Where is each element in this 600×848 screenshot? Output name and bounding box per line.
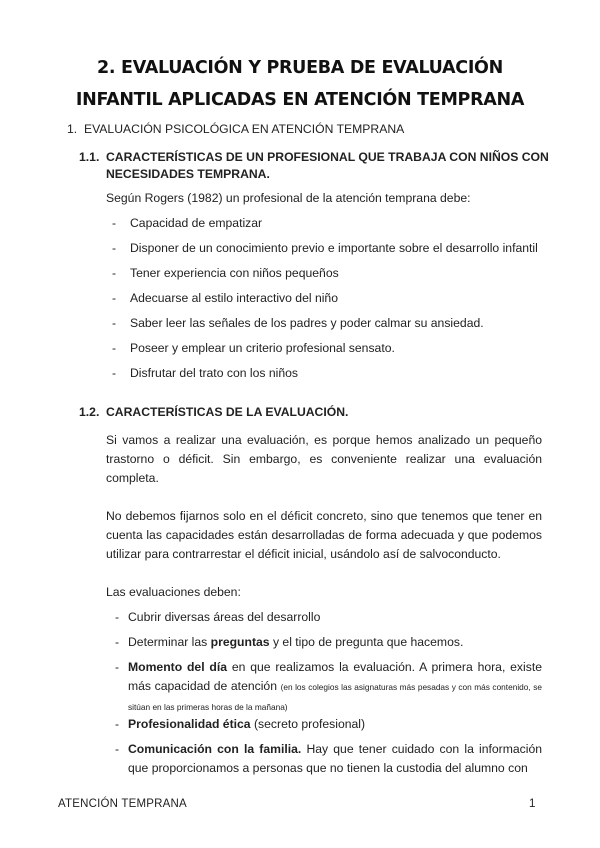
subsection-1-1-number: 1.1. xyxy=(79,150,100,164)
list-item: - Disfrutar del trato con los niños xyxy=(112,364,298,383)
page-number: 1 xyxy=(529,798,536,810)
evaluation-paragraph-2: No debemos fijarnos solo en el déficit concreto, sino que tenemos que tener en cuenta las capacidades están desarrolladas de forma adecuada y que podemos utilizar para contrarrestar el déficit inicial, usándolo así de salvoconducto. xyxy=(106,509,542,561)
list-bullet: - xyxy=(112,216,117,230)
list-item: - Determinar las preguntas y el tipo de pregunta que hacemos. xyxy=(115,633,542,652)
list-item: - Momento del día en que realizamos la evaluación. A primera hora, existe más capacidad de atención (en los colegios las asignaturas más pesadas y con más contenido, se sitúan en las primeras horas de la mañana) xyxy=(115,660,542,712)
list-bullet: - xyxy=(112,316,117,330)
document-title-line-1: 2. EVALUACIÓN Y PRUEBA DE EVALUACIÓN xyxy=(97,58,503,78)
section-1-title: EVALUACIÓN PSICOLÓGICA EN ATENCIÓN TEMPRANA xyxy=(83,122,405,136)
evaluation-paragraph-1: Si vamos a realizar una evaluación, es porque hemos analizado un pequeño trastorno o déficit. Sin embargo, es conveniente realizar una evaluación completa. xyxy=(106,433,542,485)
list-bullet: - xyxy=(115,610,120,624)
subsection-1-1-title-line-1: CARACTERÍSTICAS DE UN PROFESIONAL QUE TRABAJA CON NIÑOS CON xyxy=(106,150,549,164)
list-bullet: - xyxy=(115,717,120,731)
section-1-number: 1. xyxy=(67,122,78,136)
list-item: - Tener experiencia con niños pequeños xyxy=(112,264,339,283)
list-bullet: - xyxy=(112,291,117,305)
list-item: - Poseer y emplear un criterio profesional sensato. xyxy=(112,339,395,358)
list-item: - Profesionalidad ética (secreto profesional) xyxy=(115,715,542,734)
subsection-1-2-title: CARACTERÍSTICAS DE LA EVALUACIÓN. xyxy=(106,405,349,419)
list-bullet: - xyxy=(115,635,120,649)
footer-title: ATENCIÓN TEMPRANA xyxy=(58,798,187,810)
section-1-heading xyxy=(67,122,404,136)
subsection-1-2-number: 1.2. xyxy=(79,405,100,419)
bold-term: Momento del día xyxy=(128,660,228,674)
subsection-1-1-title-line-2: NECESIDADES TEMPRANA. xyxy=(106,167,270,181)
list-item: - Comunicación con la familia. Hay que tener cuidado con la información que proporcionamos a personas que no tienen la custodia del alumno con xyxy=(115,742,542,775)
list-bullet: - xyxy=(112,241,117,255)
list-bullet: - xyxy=(112,366,117,380)
list-bullet: - xyxy=(115,742,120,756)
bold-term: preguntas xyxy=(210,635,270,649)
small-note: (en los colegios las asignaturas más pesadas y con más contenido, se sitúan en las primeras horas de la mañana) xyxy=(128,682,542,712)
list-item: - Cubrir diversas áreas del desarrollo xyxy=(115,608,542,627)
subsection-1-1-heading xyxy=(79,149,549,183)
bold-term: Profesionalidad ética xyxy=(128,717,251,731)
list-bullet: - xyxy=(112,266,117,280)
document-title-line-2: INFANTIL APLICADAS EN ATENCIÓN TEMPRANA xyxy=(75,90,525,110)
list-item: - Adecuarse al estilo interactivo del niño xyxy=(112,289,338,308)
evaluation-list-intro: Las evaluaciones deben: xyxy=(106,585,241,599)
bold-term: Comunicación con la familia. xyxy=(128,742,302,756)
list-bullet: - xyxy=(115,660,120,674)
list-item: - Capacidad de empatizar xyxy=(112,214,262,233)
list-item: - Saber leer las señales de los padres y poder calmar su ansiedad. xyxy=(112,314,484,333)
subsection-1-1-intro: Según Rogers (1982) un profesional de la atención temprana debe: xyxy=(106,191,471,205)
subsection-1-2-heading xyxy=(79,404,348,421)
list-bullet: - xyxy=(112,341,117,355)
list-item: - Disponer de un conocimiento previo e importante sobre el desarrollo infantil xyxy=(112,239,538,258)
